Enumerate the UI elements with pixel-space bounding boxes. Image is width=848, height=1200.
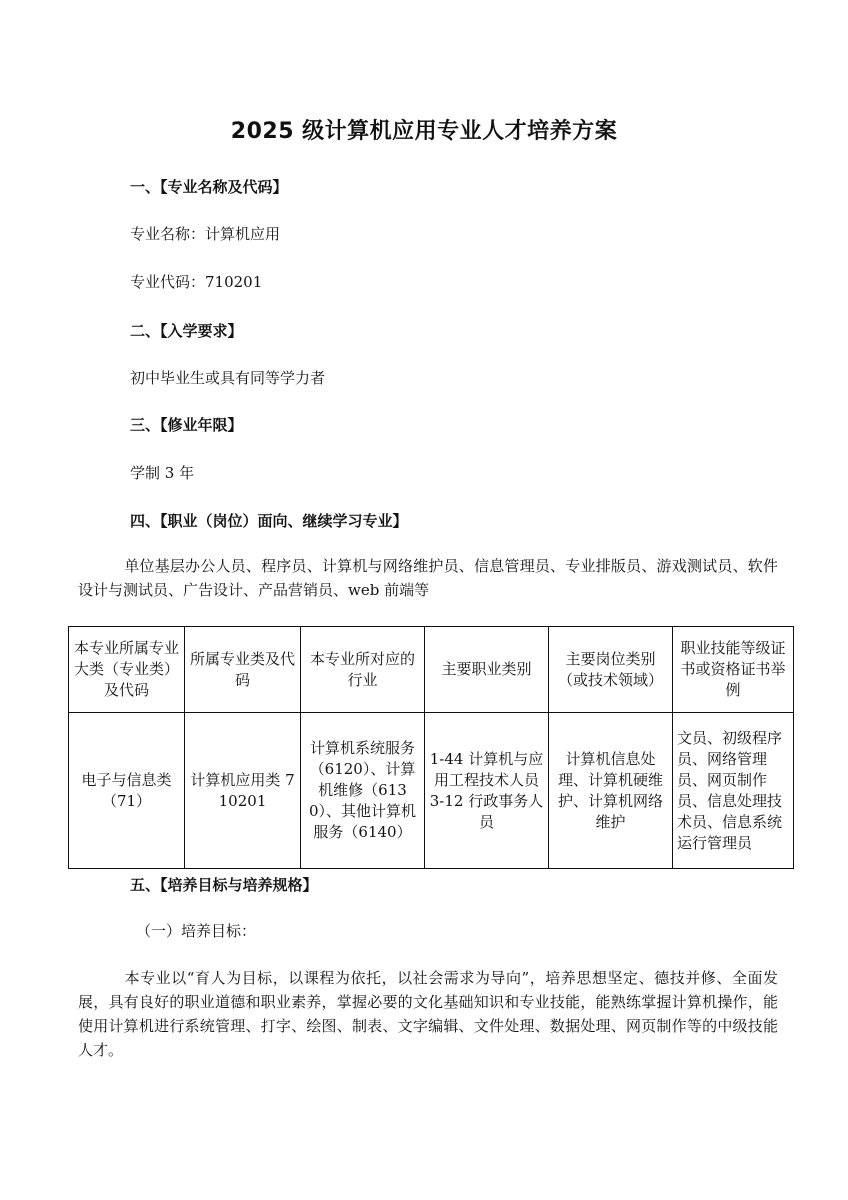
table-cell: 计算机信息处理、计算机硬维护、计算机网络维护 xyxy=(549,713,673,869)
table-header-cell: 本专业所对应的行业 xyxy=(301,627,425,713)
career-paragraph xyxy=(78,554,778,602)
table-row xyxy=(69,713,794,869)
major-name: 专业名称：计算机应用 xyxy=(130,225,281,243)
section-1-heading: 一、【专业名称及代码】 xyxy=(130,178,288,196)
study-duration: 学制 3 年 xyxy=(130,464,195,482)
section-4-heading: 四、【职业（岗位）面向、继续学习专业】 xyxy=(130,512,408,530)
section-5-heading: 五、【培养目标与培养规格】 xyxy=(130,876,318,894)
table-cell: 电子与信息类（71） xyxy=(69,713,185,869)
training-goal-subheading: （一）培养目标： xyxy=(136,922,257,940)
table-header-cell: 职业技能等级证书或资格证书举例 xyxy=(673,627,794,713)
training-goal-paragraph xyxy=(78,966,778,1062)
table-cell: 计算机应用类 710201 xyxy=(185,713,301,869)
table-header-row xyxy=(69,627,794,713)
section-3-heading: 三、【修业年限】 xyxy=(130,416,243,434)
career-table xyxy=(68,626,794,869)
major-code: 专业代码：710201 xyxy=(130,273,263,291)
training-goal-text: 本专业以“育人为目标，以课程为依托，以社会需求为导向”，培养思想坚定、德技并修、全面发展，具有良好的职业道德和职业素养，掌握必要的文化基础知识和专业技能，能熟练掌握计算机操作，能使用计算机进行系统管理、打字、绘图、制表、文字编辑、文件处理、数据处理、网页制作等的中级技能人才。 xyxy=(78,969,778,1059)
section-2-heading: 二、【入学要求】 xyxy=(130,322,243,340)
table-cell: 1-44 计算机与应用工程技术人员 3-12 行政事务人员 xyxy=(425,713,549,869)
table-cell: 文员、初级程序员、网络管理员、网页制作员、信息处理技术员、信息系统运行管理员 xyxy=(673,713,794,869)
career-text: 单位基层办公人员、程序员、计算机与网络维护员、信息管理员、专业排版员、游戏测试员、软件设计与测试员、广告设计、产品营销员、web 前端等 xyxy=(78,557,778,599)
table-header-cell: 本专业所属专业大类（专业类）及代码 xyxy=(69,627,185,713)
admission-requirement: 初中毕业生或具有同等学力者 xyxy=(130,369,326,387)
table-header-cell: 主要职业类别 xyxy=(425,627,549,713)
table-header-cell: 主要岗位类别（或技术领域） xyxy=(549,627,673,713)
document-title: 2025 级计算机应用专业人才培养方案 xyxy=(230,119,618,144)
table-header-cell: 所属专业类及代码 xyxy=(185,627,301,713)
table-cell: 计算机系统服务（6120）、计算机维修（6130）、其他计算机服务（6140） xyxy=(301,713,425,869)
